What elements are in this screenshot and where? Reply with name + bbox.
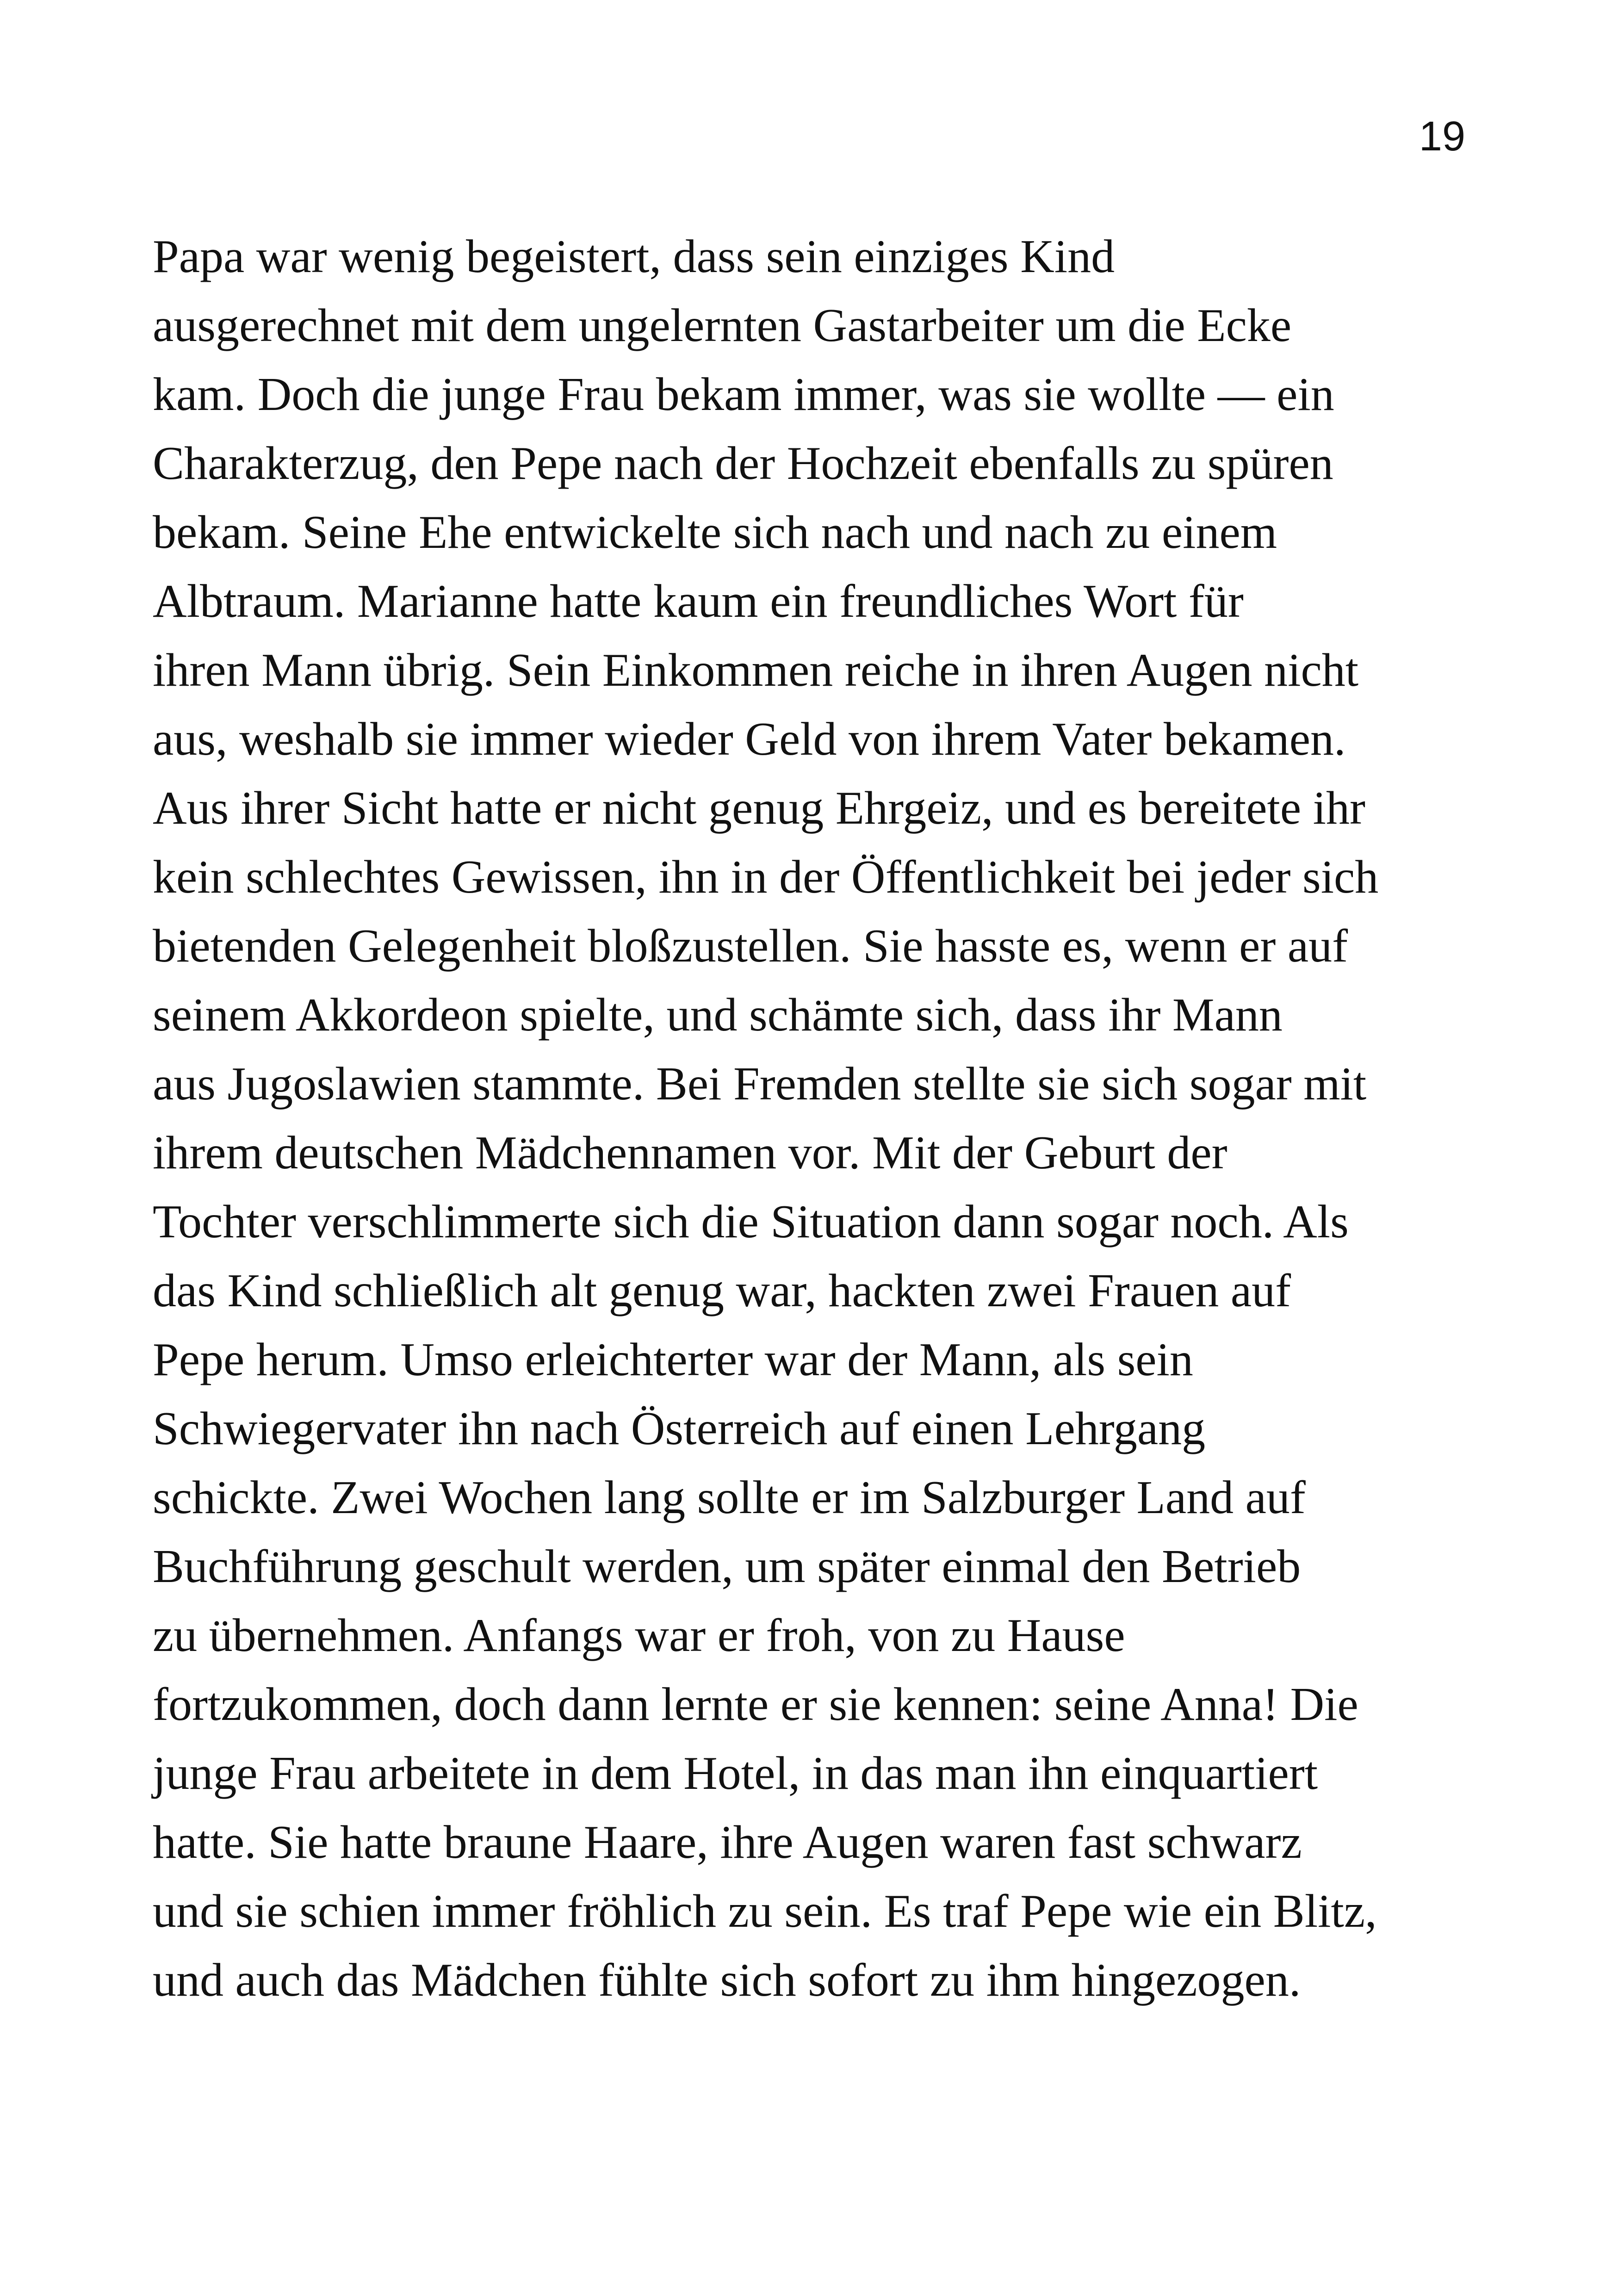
body-paragraph <box>153 222 1494 2015</box>
text-line: bekam. Seine Ehe entwickelte sich nach und nach zu einem <box>153 506 1277 558</box>
text-line: Tochter verschlimmerte sich die Situation dann sogar noch. Als <box>153 1196 1349 1248</box>
text-line: aus, weshalb sie immer wieder Geld von ihrem Vater bekamen. <box>153 713 1346 765</box>
text-line: kam. Doch die junge Frau bekam immer, was sie wollte — ein <box>153 368 1334 421</box>
text-line: Albtraum. Marianne hatte kaum ein freundliches Wort für <box>153 575 1244 627</box>
text-line: seinem Akkordeon spielte, und schämte sich, dass ihr Mann <box>153 989 1283 1041</box>
text-line: Buchführung geschult werden, um später einmal den Betrieb <box>153 1540 1301 1593</box>
text-line: fortzukommen, doch dann lernte er sie kennen: seine Anna! Die <box>153 1678 1358 1731</box>
text-line: zu übernehmen. Anfangs war er froh, von zu Hause <box>153 1609 1125 1662</box>
text-line: Papa war wenig begeistert, dass sein einziges Kind <box>153 230 1115 283</box>
text-line: das Kind schließlich alt genug war, hackten zwei Frauen auf <box>153 1265 1291 1317</box>
text-line: ihrem deutschen Mädchennamen vor. Mit der Geburt der <box>153 1127 1227 1179</box>
text-line: Pepe herum. Umso erleichterter war der Mann, als sein <box>153 1334 1193 1386</box>
text-line: Schwiegervater ihn nach Österreich auf einen Lehrgang <box>153 1402 1206 1455</box>
text-line: junge Frau arbeitete in dem Hotel, in das man ihn einquartiert <box>153 1747 1318 1800</box>
text-line: hatte. Sie hatte braune Haare, ihre Augen waren fast schwarz <box>153 1816 1302 1868</box>
text-line: Aus ihrer Sicht hatte er nicht genug Ehrgeiz, und es bereitete ihr <box>153 782 1365 834</box>
page-number: 19 <box>1419 113 1465 160</box>
text-line: und sie schien immer fröhlich zu sein. Es traf Pepe wie ein Blitz, <box>153 1885 1377 1937</box>
text-line: bietenden Gelegenheit bloßzustellen. Sie hasste es, wenn er auf <box>153 920 1348 972</box>
text-line: schickte. Zwei Wochen lang sollte er im Salzburger Land auf <box>153 1471 1306 1524</box>
text-line: Charakterzug, den Pepe nach der Hochzeit ebenfalls zu spüren <box>153 437 1333 490</box>
text-line: ausgerechnet mit dem ungelernten Gastarbeiter um die Ecke <box>153 299 1292 352</box>
text-line: aus Jugoslawien stammte. Bei Fremden stellte sie sich sogar mit <box>153 1058 1367 1110</box>
text-line: ihren Mann übrig. Sein Einkommen reiche in ihren Augen nicht <box>153 644 1359 696</box>
text-line: und auch das Mädchen fühlte sich sofort zu ihm hingezogen. <box>153 1954 1301 2006</box>
text-line: kein schlechtes Gewissen, ihn in der Öffentlichkeit bei jeder sich <box>153 851 1379 903</box>
